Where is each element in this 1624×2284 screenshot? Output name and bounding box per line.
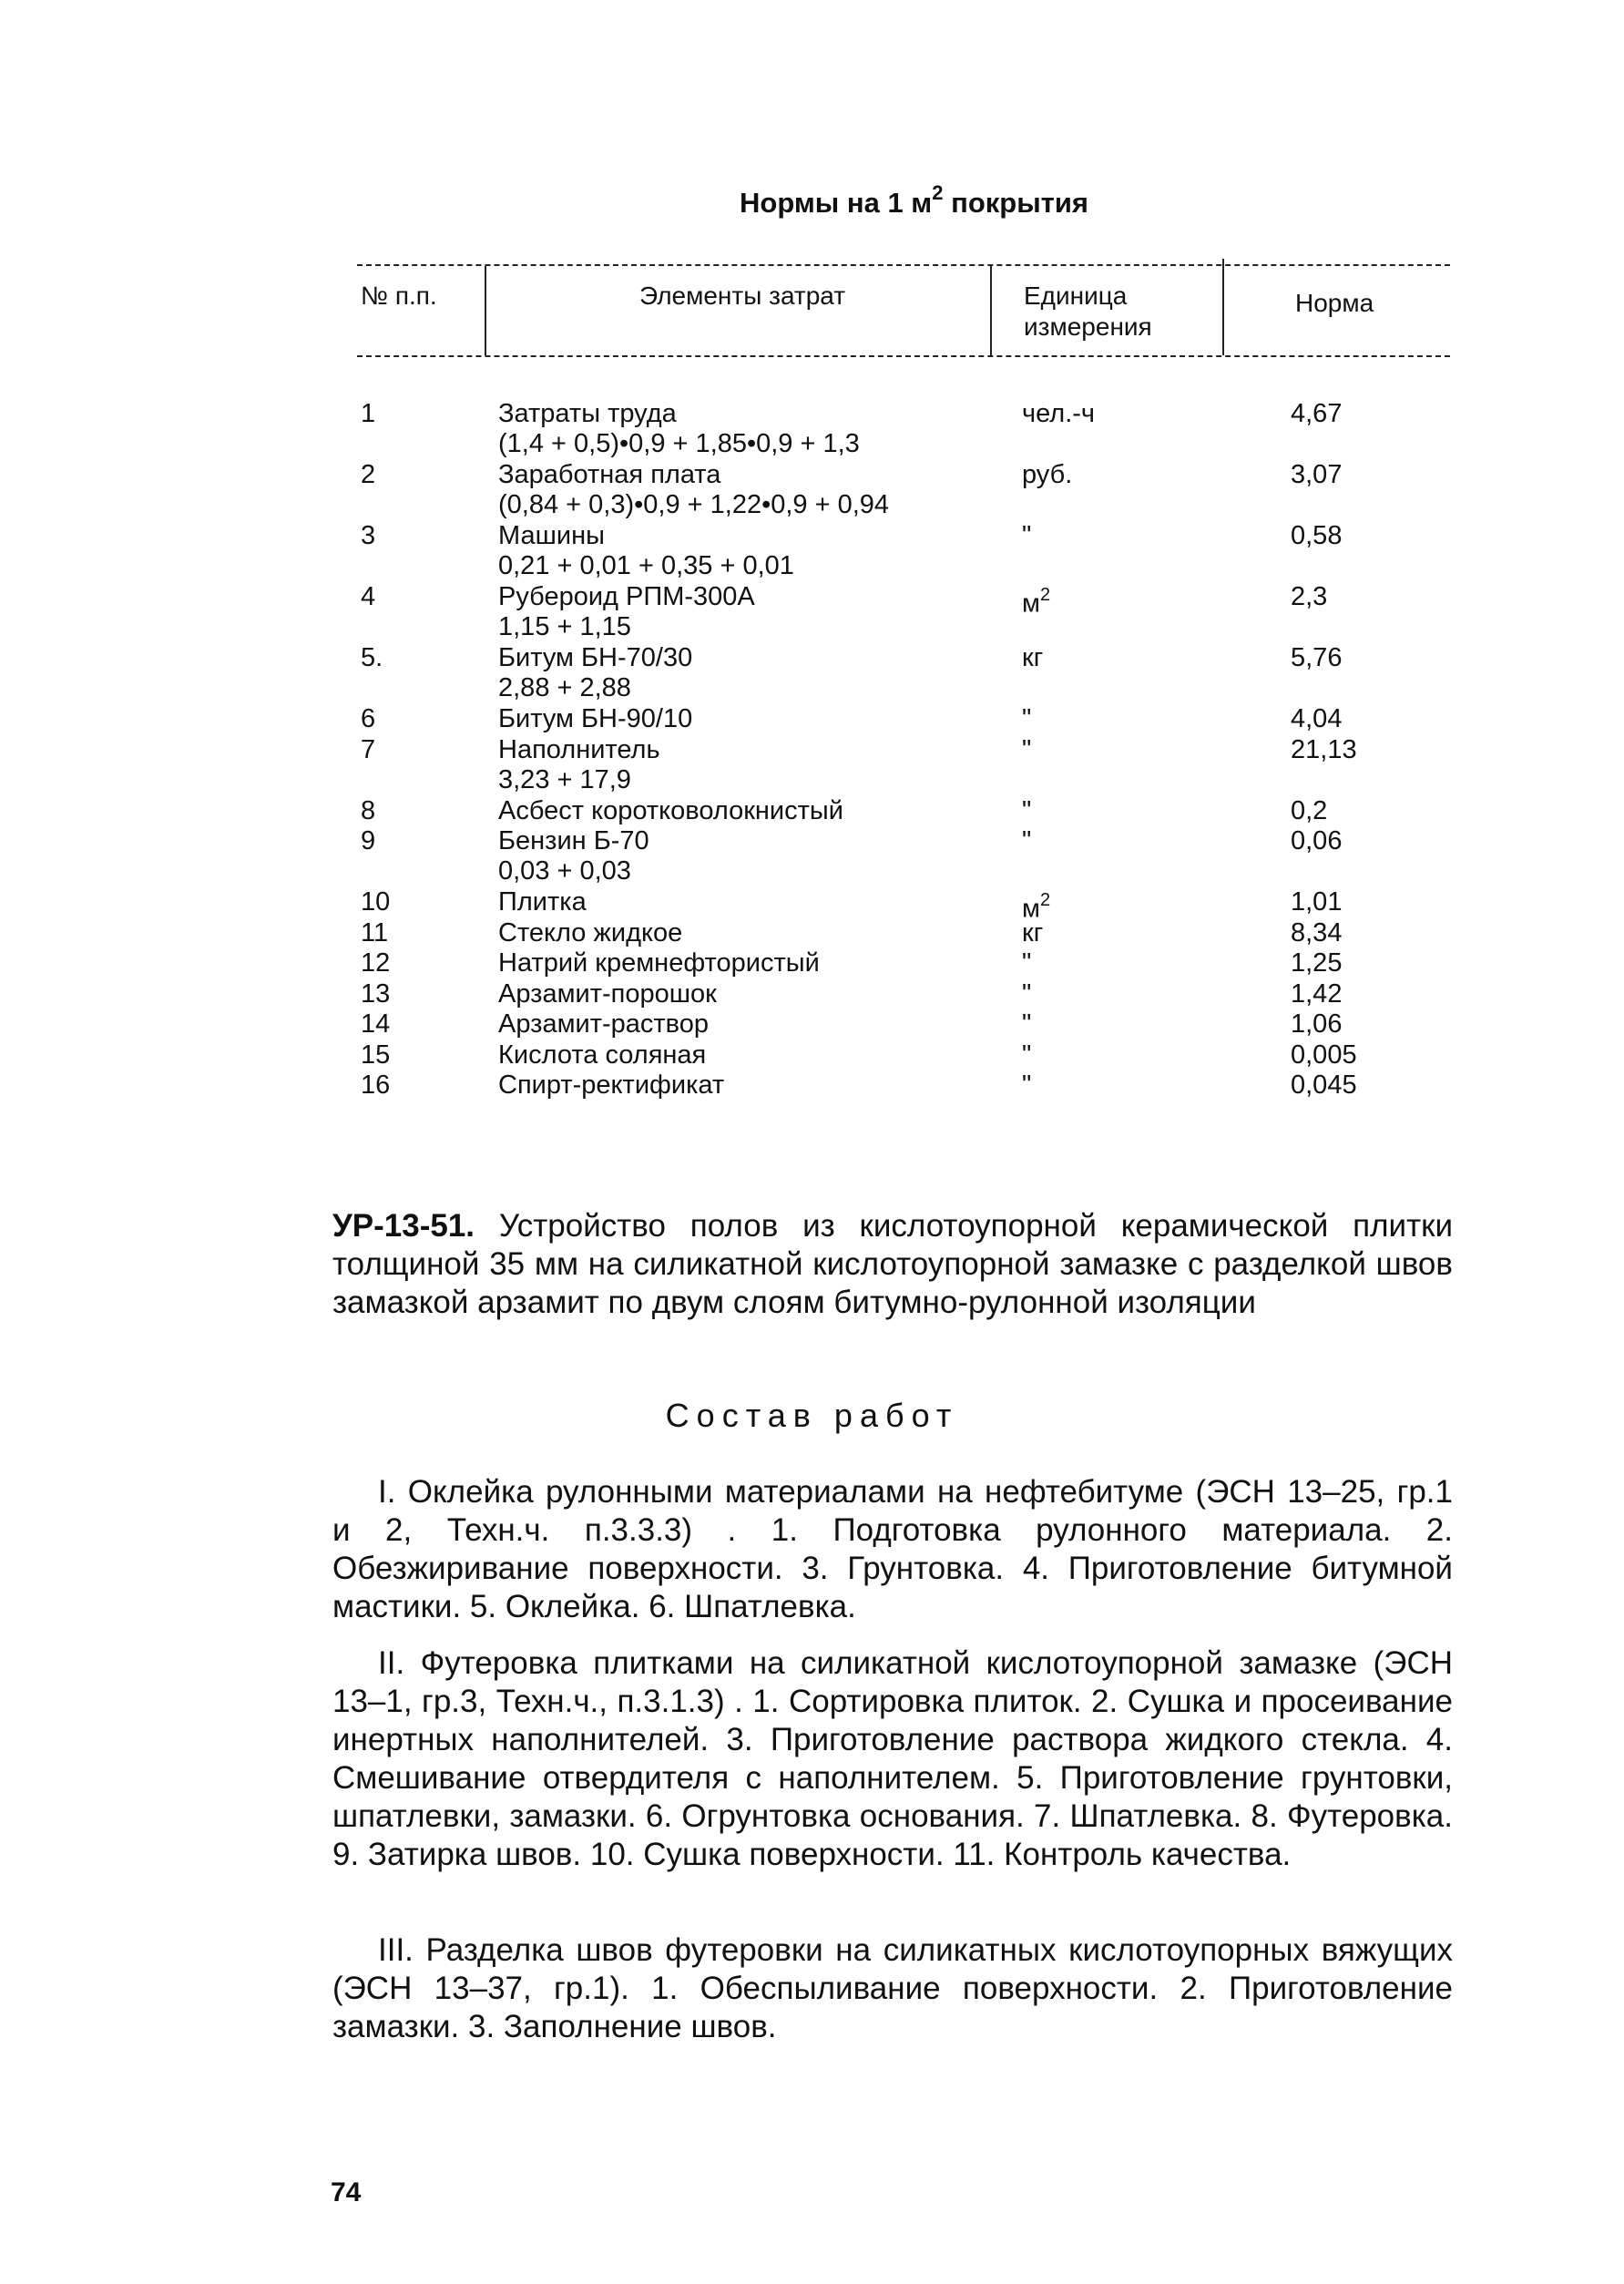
row-element xyxy=(498,948,820,978)
row-element-name: Наполнитель xyxy=(498,734,660,764)
row-unit xyxy=(1022,826,1031,856)
row-unit-text: " xyxy=(1022,1070,1032,1100)
header-elements: Элементы затрат xyxy=(639,282,846,310)
row-element xyxy=(498,735,660,795)
row-number: 14 xyxy=(361,1009,391,1039)
table-row xyxy=(357,582,1450,643)
row-element-name: Стекло жидкое xyxy=(498,917,683,947)
row-element xyxy=(498,521,794,581)
row-unit-text: чел.-ч xyxy=(1022,399,1096,428)
row-unit-text: " xyxy=(1022,795,1032,825)
superscript xyxy=(1040,890,1050,910)
table-row xyxy=(357,1070,1450,1101)
row-number: 6 xyxy=(361,704,376,733)
row-unit xyxy=(1022,735,1031,765)
row-norm: 8,34 xyxy=(1291,917,1343,947)
row-number: 7 xyxy=(361,734,376,764)
row-element xyxy=(498,399,860,459)
row-element-name: Кислота соляная xyxy=(498,1040,707,1070)
row-number: 13 xyxy=(361,978,391,1009)
row-number: 15 xyxy=(361,1040,391,1070)
row-norm: 0,58 xyxy=(1291,521,1343,550)
row-unit-text: " xyxy=(1022,704,1032,733)
row-norm: 4,67 xyxy=(1291,399,1343,428)
header-divider xyxy=(1222,259,1224,355)
header-unit-line1: Единица xyxy=(1024,282,1128,310)
table-row xyxy=(357,826,1450,887)
row-number: 4 xyxy=(361,582,376,611)
table-row xyxy=(357,1009,1450,1040)
row-norm: 0,2 xyxy=(1291,795,1328,825)
row-unit-superscript: 2 xyxy=(1039,585,1051,605)
row-element-formula: 3,23 + 17,9 xyxy=(498,764,631,794)
composition-paragraph: I. Оклейка рулонными материалами на нефтебитуме (ЭСН 13–25, гр.1 и 2, Техн.ч. п.3.3.3) . 1. Подготовка рулонного материала. 2. Обезжиривание поверхности. 3. Грунтовка. 4. Приготовление битумной мастики. 5. Оклейка. 6. Шпатлевка. xyxy=(332,1474,1453,1624)
row-element-formula: (1,4 + 0,5)•0,9 + 1,85•0,9 + 1,3 xyxy=(498,429,860,458)
row-element-formula: 0,03 + 0,03 xyxy=(498,856,631,886)
row-norm: 0,005 xyxy=(1291,1040,1357,1070)
row-element-name: Битум БН-70/30 xyxy=(498,643,693,672)
row-unit xyxy=(1022,399,1095,429)
composition-title: Состав работ xyxy=(665,1397,959,1434)
row-norm: 3,07 xyxy=(1291,460,1343,489)
row-norm: 1,42 xyxy=(1291,978,1343,1009)
header-divider xyxy=(485,266,486,355)
table-row xyxy=(357,399,1450,460)
header-number: № п.п. xyxy=(361,282,437,310)
row-number: 16 xyxy=(361,1070,391,1100)
row-element-name: Спирт-ректификат xyxy=(498,1070,725,1100)
row-element xyxy=(498,460,889,520)
section-heading xyxy=(332,1207,1453,1322)
row-unit xyxy=(1022,979,1031,1009)
table-row xyxy=(357,887,1450,924)
row-number: 9 xyxy=(361,826,376,855)
section-code: УР-13-51. xyxy=(332,1208,475,1244)
row-unit-text: " xyxy=(1022,521,1032,550)
row-unit xyxy=(1022,796,1031,826)
row-element xyxy=(498,1070,724,1101)
row-element-name: Заработная плата xyxy=(498,460,721,489)
row-unit xyxy=(1022,704,1031,734)
row-unit-text: " xyxy=(1022,978,1032,1009)
row-norm: 1,25 xyxy=(1291,948,1343,978)
header-bottom-rule xyxy=(357,355,1450,357)
row-number: 10 xyxy=(361,887,391,917)
row-number: 3 xyxy=(361,521,376,550)
row-norm: 1,06 xyxy=(1291,1009,1343,1039)
row-unit xyxy=(1022,521,1031,551)
norms-table-body xyxy=(357,399,1450,1101)
row-element xyxy=(498,918,682,948)
row-element-name: Натрий кремнефтористый xyxy=(498,948,820,978)
superscript xyxy=(1040,585,1050,605)
row-norm: 1,01 xyxy=(1291,887,1343,917)
row-unit xyxy=(1022,918,1043,948)
row-unit xyxy=(1022,1009,1031,1040)
row-element-name: Битум БН-90/10 xyxy=(498,704,693,733)
row-unit-text: " xyxy=(1022,1040,1032,1070)
row-unit-text: кг xyxy=(1022,917,1044,947)
row-element-formula: 2,88 + 2,88 xyxy=(498,673,631,702)
row-unit xyxy=(1022,1070,1031,1101)
row-norm: 0,045 xyxy=(1291,1070,1357,1100)
row-element-name: Арзамит-порошок xyxy=(498,978,717,1009)
page-number: 74 xyxy=(331,2177,362,2207)
row-element-name: Арзамит-раствор xyxy=(498,1009,710,1039)
row-unit xyxy=(1022,582,1050,620)
table-row xyxy=(357,979,1450,1010)
row-element-name: Асбест коротковолокнистый xyxy=(498,795,843,825)
row-unit-text: руб. xyxy=(1022,460,1073,489)
row-number: 8 xyxy=(361,795,376,825)
row-unit xyxy=(1022,460,1072,490)
row-unit-text: м xyxy=(1022,589,1040,619)
table-title-superscript: 2 xyxy=(932,181,944,204)
table-title-suffix: покрытия xyxy=(943,187,1089,219)
row-norm: 2,3 xyxy=(1291,582,1328,611)
row-element xyxy=(498,643,692,703)
header-divider xyxy=(990,266,992,355)
row-element-name: Рубероид РПМ-300А xyxy=(498,582,755,611)
table-row xyxy=(357,796,1450,827)
row-unit-superscript: 2 xyxy=(1039,890,1051,910)
row-element-name: Плитка xyxy=(498,887,587,917)
table-row xyxy=(357,521,1450,582)
row-element xyxy=(498,1009,709,1040)
row-unit-text: кг xyxy=(1022,643,1044,672)
row-element-formula: (0,84 + 0,3)•0,9 + 1,22•0,9 + 0,94 xyxy=(498,490,890,519)
composition-paragraph: II. Футеровка плитками на силикатной кислотоупорной замазке (ЭСН 13–1, гр.3, Техн.ч., п.3.1.3) . 1. Сортировка плиток. 2. Сушка и просеивание инертных наполнителей. 3. Приготовление раствора жидкого стекла. 4. Смешивание отвердителя с наполнителем. 5. Приготовление грунтовки, шпатлевки, замазки. 6. Огрунтовка основания. 7. Шпатлевка. 8. Футеровка. 9. Затирка швов. 10. Сушка поверхности. 11. Контроль качества. xyxy=(332,1645,1453,1872)
row-norm: 21,13 xyxy=(1291,734,1357,764)
row-number: 1 xyxy=(361,399,376,428)
row-element-name: Машины xyxy=(498,521,605,550)
row-unit xyxy=(1022,948,1031,978)
row-element xyxy=(498,704,692,734)
row-norm: 4,04 xyxy=(1291,704,1343,733)
table-row xyxy=(357,460,1450,521)
row-element-name: Затраты труда xyxy=(498,399,677,428)
table-title-prefix: Нормы на 1 м xyxy=(740,187,933,219)
row-unit xyxy=(1022,643,1043,673)
row-number: 2 xyxy=(361,460,376,489)
table-row xyxy=(357,1040,1450,1071)
row-unit-text: " xyxy=(1022,1009,1032,1039)
table-row xyxy=(357,643,1450,704)
row-unit-text: " xyxy=(1022,948,1032,978)
row-element xyxy=(498,796,843,826)
row-number: 11 xyxy=(361,917,389,947)
table-row xyxy=(357,948,1450,979)
row-element-formula: 1,15 + 1,15 xyxy=(498,612,631,641)
row-element xyxy=(498,979,717,1009)
row-element xyxy=(498,826,649,886)
row-element xyxy=(498,582,755,642)
row-number: 12 xyxy=(361,948,391,978)
header-unit-line2: измерения xyxy=(1024,312,1152,341)
row-unit-text: " xyxy=(1022,826,1032,855)
row-unit-text: м xyxy=(1022,894,1040,924)
row-element xyxy=(498,887,587,917)
table-row xyxy=(357,918,1450,949)
row-element xyxy=(498,1040,706,1070)
row-norm: 5,76 xyxy=(1291,643,1343,672)
header-top-rule xyxy=(357,264,1450,266)
row-number: 5. xyxy=(361,643,383,672)
row-element-name: Бензин Б-70 xyxy=(498,826,649,855)
row-element-formula: 0,21 + 0,01 + 0,35 + 0,01 xyxy=(498,551,794,580)
composition-paragraph: III. Разделка швов футеровки на силикатных кислотоупорных вяжущих (ЭСН 13–37, гр.1). 1. Обеспыливание поверхности. 2. Приготовление замазки. 3. Заполнение швов. xyxy=(332,1932,1453,2044)
row-unit-text: " xyxy=(1022,734,1032,764)
row-unit xyxy=(1022,1040,1031,1070)
table-row xyxy=(357,735,1450,796)
table-row xyxy=(357,704,1450,735)
header-norm: Норма xyxy=(1295,289,1374,317)
section-text: Устройство полов из кислотоупорной керамической плитки толщиной 35 мм на силикатной кислотоупорной замазке с разделкой швов замазкой арзамит по двум слоям битумно-рулонной изоляции xyxy=(332,1208,1453,1320)
row-norm: 0,06 xyxy=(1291,826,1343,855)
